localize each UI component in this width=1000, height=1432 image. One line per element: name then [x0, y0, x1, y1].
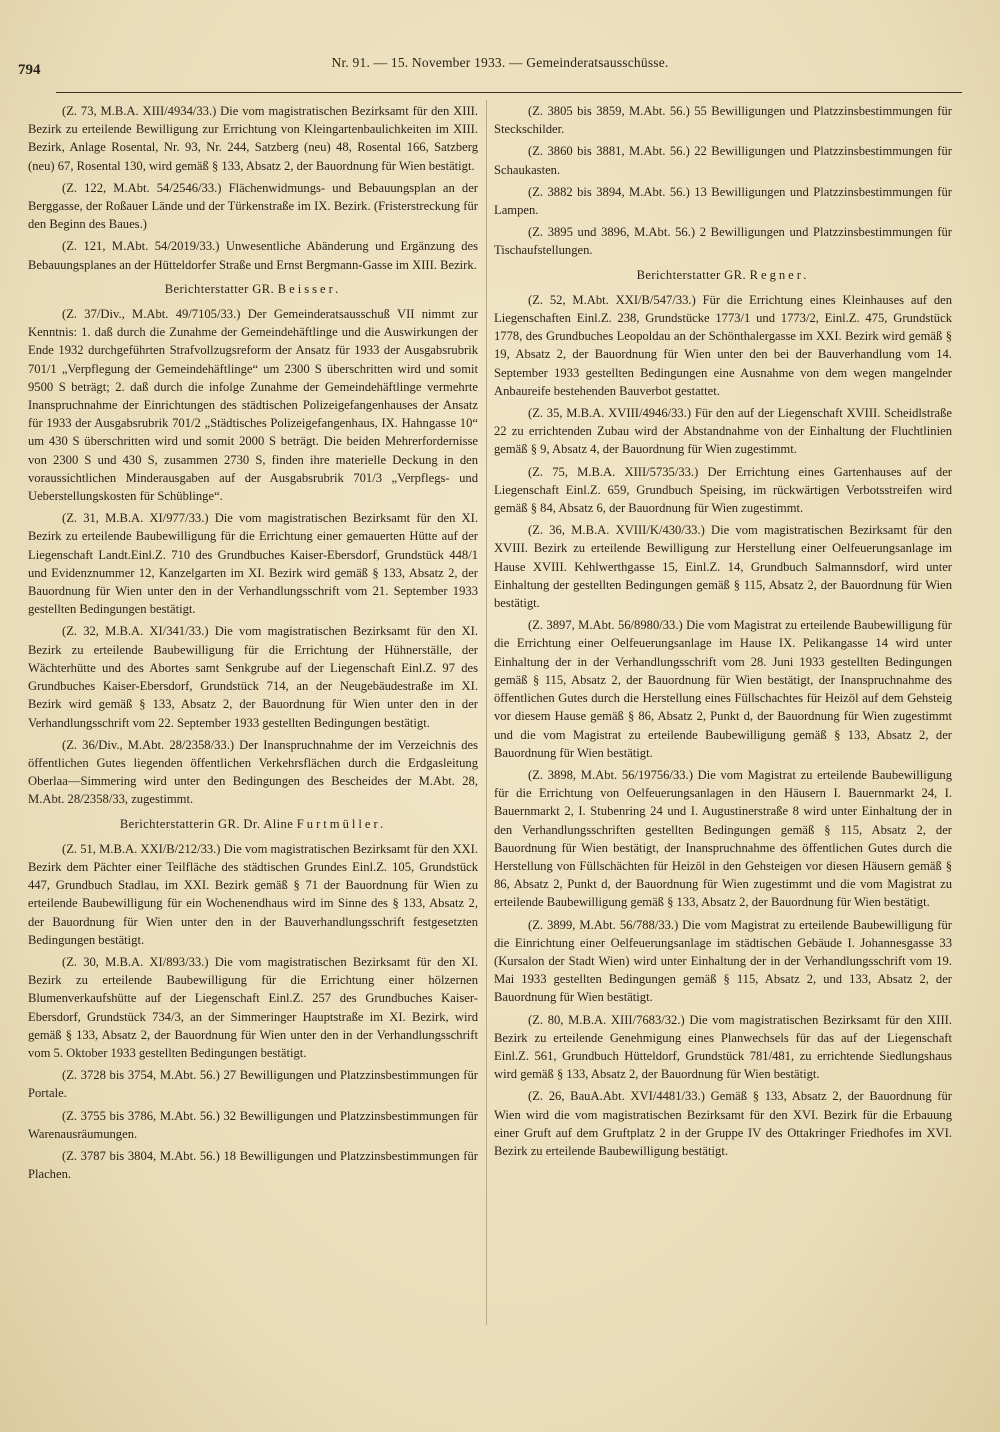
resolution-paragraph: (Z. 35, M.B.A. XVIII/4946/33.) Für den auf der Liegenschaft XVIII. Scheidlstraße 22 zu errichtenden Zubau wird der Abstandnahme von der Einhaltung der Fluchtlinien gemäß § 9, Absatz 4, der Bauordnung für Wien zugestimmt.	[494, 406, 952, 457]
reporter-heading	[28, 815, 478, 833]
resolution-paragraph: (Z. 3860 bis 3881, M.Abt. 56.) 22 Bewilligungen und Platzzinsbestimmungen für Schaukasten.	[494, 144, 952, 177]
left-column	[28, 102, 478, 1187]
reporter-name: Furtmüller.	[296, 816, 387, 831]
resolution-paragraph: (Z. 36, M.B.A. XVIII/K/430/33.) Die vom magistratischen Bezirksamt für den XVIII. Bezirk zu erteilende Bewilligung zur Herstellung einer Oelfeuerungsanlage im Hause XVIII. Kehlwerthgasse 15, Einl.Z. 14, Grundbuch Salmannsdorf, wird unter Einhaltung der gestellten Bedingungen gemäß § 115, Absatz 2, der Bauordnung für Wien bestätigt.	[494, 523, 952, 611]
resolution-paragraph: (Z. 37/Div., M.Abt. 49/7105/33.) Der Gemeinderatsausschuß VII nimmt zur Kenntnis: 1. daß durch die Zunahme der Gemeindehäftlinge und die Auswirkungen der Ende 1932 durchgeführten Strafvollzugsreform der Ansatz für 1933 der Ausgabsrubrik 701/1 „Verpflegung der Gemeindehäftlinge“ um 2300 S überschritten wird und somit 9500 S beträgt; 2. daß durch die infolge Zunahme der Gemeindehäftlinge vermehrte Inanspruchnahme der Einrichtungen des städtischen Polizeigefangenhauses der Ansatz für 1933 der Ausgabsrubrik 701/2 „Städtisches Polizeigefangenhaus, IX. Hahngasse 10“ um 430 S überschritten wird und somit 2000 S beträgt. Die beiden Mehrerfordernisse von 2300 S und 430 S, zusammen 2730 S, finden ihre materielle Deckung in den voraussichtlichen Minderausgaben auf der Ausgabsrubrik 701/3 „Verpflegs- und Ueberstellungskosten für Schüblinge“.	[28, 307, 478, 504]
resolution-paragraph: (Z. 30, M.B.A. XI/893/33.) Die vom magistratischen Bezirksamt für den XI. Bezirk zu erteilende Baubewilligung für die Errichtung einer hölzernen Blumenverkaufshütte auf der Liegenschaft Einl.Z. 257 des Grundbuches Kaiser-Ebersdorf, Grundstück 734/3, an der Simmeringer Hauptstraße im XI. Bezirk, wird gemäß § 133, Absatz 2, der Bauordnung für Wien unter den in der Verhandlungsschrift vom 5. Oktober 1933 gestellten Bedingungen bestätigt.	[28, 954, 478, 1060]
reporter-title: Berichterstatter GR.	[164, 281, 275, 296]
running-head: Nr. 91. — 15. November 1933. — Gemeinderatsausschüsse.	[331, 55, 669, 70]
resolution-paragraph: (Z. 36/Div., M.Abt. 28/2358/33.) Der Inanspruchnahme der im Verzeichnis des öffentlichen Gutes liegenden öffentlichen Verkehrsflächen durch die Erdgasleitung Oberlaa—Simmering wird unter den Bedingungen des Bescheides der M.Abt. 28, M.Abt. 28/2358/33, zugestimmt.	[28, 737, 478, 807]
resolution-paragraph: (Z. 3882 bis 3894, M.Abt. 56.) 13 Bewilligungen und Platzzinsbestimmungen für Lampen.	[494, 184, 952, 218]
resolution-paragraph: (Z. 3728 bis 3754, M.Abt. 56.) 27 Bewilligungen und Platzzinsbestimmungen für Portale.	[28, 1068, 478, 1101]
resolution-paragraph: (Z. 3899, M.Abt. 56/788/33.) Die vom Magistrat zu erteilende Baubewilligung für die Einrichtung einer Oelfeuerungsanlage im städtischen Gebäude I. Johannesgasse 33 (Kursalon der Stadt Wien) wird unter Einhaltung der in der Verhandlungsschrift vom 19. Mai 1933 gestellten Bedingungen gemäß § 115, Absatz 2, und 133, Absatz 2, der Bauordnung für Wien bestätigt.	[494, 917, 952, 1005]
resolution-paragraph: (Z. 3895 und 3896, M.Abt. 56.) 2 Bewilligungen und Platzzinsbestimmungen für Tischaufstellungen.	[494, 225, 952, 258]
reporter-heading	[28, 280, 478, 298]
reporter-heading	[494, 266, 952, 284]
resolution-paragraph: (Z. 3897, M.Abt. 56/8980/33.) Die vom Magistrat zu erteilende Baubewilligung für die Errichtung einer Oelfeuerungsanlage im Hause IX. Pelikangasse 14 wird unter Einhaltung der in der Verhandlungsschrift vom 28. Juni 1933 gestellten Bedingungen gemäß § 115, Absatz 2, der Bauordnung für Wien bestätigt, der Inanspruchnahme des öffentlichen Gutes durch die Herstellung eines Füllschachtes für Heizöl auf dem Gehsteig vor diesem Hause gemäß § 86, Absatz 2, Punkt d, der Bauordnung für Wien zugestimmt und die vom Magistrat zu erteilende Baubewilligung gemäß § 133, Absatz 2, der Bauordnung für Wien bestätigt.	[494, 618, 952, 760]
reporter-title: Berichterstatter GR.	[636, 267, 747, 282]
resolution-paragraph: (Z. 32, M.B.A. XI/341/33.) Die vom magistratischen Bezirksamt für den XI. Bezirk zu erteilende Baubewilligung für die Errichtung der Hühnerställe, der Wächterhütte und des Abortes samt Senkgrube auf der Liegenschaft Einl.Z. 97 des Grundbuches Kaiser-Ebersdorf, Grundstück 714, an der Neugebäudestraße im XI. Bezirk wird gemäß § 133, Absatz 2, der Bauordnung für Wien unter den in der Verhandlungsschrift vom 22. September 1933 gestellten Bedingungen bestätigt.	[28, 624, 478, 730]
resolution-paragraph: (Z. 3787 bis 3804, M.Abt. 56.) 18 Bewilligungen und Platzzinsbestimmungen für Plachen.	[28, 1148, 478, 1182]
resolution-paragraph: (Z. 3805 bis 3859, M.Abt. 56.) 55 Bewilligungen und Platzzinsbestimmungen für Steckschilder.	[494, 104, 952, 137]
resolution-paragraph: (Z. 80, M.B.A. XIII/7683/32.) Die vom magistratischen Bezirksamt für den XIII. Bezirk zu erteilende Genehmigung eines Planwechsels für das auf der Liegenschaft Einl.Z. 561, Grundbuch Hütteldorf, Grundstück 781/481, zu errichtende Siedlungshaus wird gemäß § 133, Absatz 2, der Bauordnung für Wien bestätigt.	[494, 1012, 952, 1082]
column-divider	[486, 100, 487, 1325]
resolution-paragraph: (Z. 122, M.Abt. 54/2546/33.) Flächenwidmungs- und Bebauungsplan an der Berggasse, der Roßauer Lände und der Türkenstraße im IX. Bezirk. (Fristerstreckung für den Beginn des Baues.)	[28, 180, 478, 232]
header-rule	[56, 92, 962, 93]
resolution-paragraph: (Z. 73, M.B.A. XIII/4934/33.) Die vom magistratischen Bezirksamt für den XIII. Bezirk zu erteilende Bewilligung zur Errichtung von Kleingartenbaulichkeiten im XIII. Bezirk, Anlage Rosental, Nr. 93, Nr. 244, Satzberg (neu) 48, Rosental 166, Satzberg (neu) 67, Rosental 130, wird gemäß § 133, Absatz 2, der Bauordnung für Wien bestätigt.	[28, 104, 478, 173]
resolution-paragraph: (Z. 121, M.Abt. 54/2019/33.) Unwesentliche Abänderung und Ergänzung des Bebauungsplanes an der Hütteldorfer Straße und Ernst Bergmann-Gasse im XIII. Bezirk.	[28, 239, 478, 272]
resolution-paragraph: (Z. 51, M.B.A. XXI/B/212/33.) Die vom magistratischen Bezirksamt für den XXI. Bezirk dem Pächter einer Teilfläche des städtischen Grundes Einl.Z. 105, Grundstück 447, Grundbuch Stadlau, im XXI. Bezirk gemäß § 71 der Bauordnung für Wien zu erteilende Baubewilligung für ein Wochenendhaus wird im Sinne des § 133, Absatz 2, der Bauordnung für Wien unter den in der Bauverhandlungsschrift festgesetzten Bedingungen bestätigt.	[28, 841, 478, 947]
resolution-paragraph: (Z. 31, M.B.A. XI/977/33.) Die vom magistratischen Bezirksamt für den XI. Bezirk zu erteilende Baubewilligung für die Errichtung einer gemauerten Hütte auf der Liegenschaft Landt.Einl.Z. 710 des Grundbuches Kaiser-Ebersdorf, Grundstück 448/1 und Evidenznummer 12, Kanzelgarten im XI. Bezirk wird gemäß § 133, Absatz 2, der Bauordnung für Wien unter den in der Verhandlungsschrift vom 21. September 1933 gestellten Bedingungen bestätigt.	[28, 511, 478, 617]
reporter-name: Regner.	[749, 267, 810, 282]
reporter-name: Beisser.	[277, 281, 342, 296]
resolution-paragraph: (Z. 3755 bis 3786, M.Abt. 56.) 32 Bewilligungen und Platzzinsbestimmungen für Warenausräumungen.	[28, 1108, 478, 1141]
page-number: 794	[18, 62, 41, 78]
right-column	[494, 102, 952, 1164]
resolution-paragraph: (Z. 3898, M.Abt. 56/19756/33.) Die vom Magistrat zu erteilende Baubewilligung für die Errichtung von Oelfeuerungsanlagen in den Häusern I. Bauernmarkt 24, I. Bauernmarkt 2, I. Stubenring 24 und I. Augustinerstraße 8 wird unter Einhaltung der in den Verhandlungsschriften gestellten Bedingungen gemäß § 115, Absatz 2, der Bauordnung für Wien bestätigt, der Inanspruchnahme des öffentlichen Gutes durch die Herstellung von Füllschächten für Heizöl in den Gehsteigen vor diesen Häusern gemäß § 86, Absatz 2, Punkt d, der Bauordnung für Wien zugestimmt und die vom Magistrat zu erteilende Baubewilligung gemäß § 133, Absatz 2, der Bauordnung für Wien bestätigt.	[494, 767, 952, 910]
reporter-title: Berichterstatterin GR. Dr. Aline	[119, 816, 294, 831]
resolution-paragraph: (Z. 52, M.Abt. XXI/B/547/33.) Für die Errichtung eines Kleinhauses auf den Liegenschaften Einl.Z. 238, Grundstücke 1773/1 und 1773/2, Einl.Z. 475, Grundstück 1778, des Grundbuches Leopoldau an der Schönthalergasse im XXI. Bezirk wird gemäß § 19, Absatz 2, der Bauordnung für Wien unter den bei der Bauverhandlung vom 14. September 1933 gestellten Bedingungen eine Ausnahme von dem wegen mangelnder Anbaureife bestehenden Bauverbot gestattet.	[494, 292, 952, 398]
resolution-paragraph: (Z. 26, BauA.Abt. XVI/4481/33.) Gemäß § 133, Absatz 2, der Bauordnung für Wien wird die vom magistratischen Bezirksamt für den XVI. Bezirk für die Erbauung einer Gruft auf dem Gruftplatz 2 in der Gruppe IV des Ottakringer Friedhofes im XVI. Bezirk zu erteilende Baubewilligung bestätigt.	[494, 1089, 952, 1158]
resolution-paragraph: (Z. 75, M.B.A. XIII/5735/33.) Der Errichtung eines Gartenhauses auf der Liegenschaft Einl.Z. 659, Grundbuch Speising, im rückwärtigen Verbotsstreifen wird gemäß § 84, Absatz 6, der Bauordnung für Wien zugestimmt.	[494, 464, 952, 516]
